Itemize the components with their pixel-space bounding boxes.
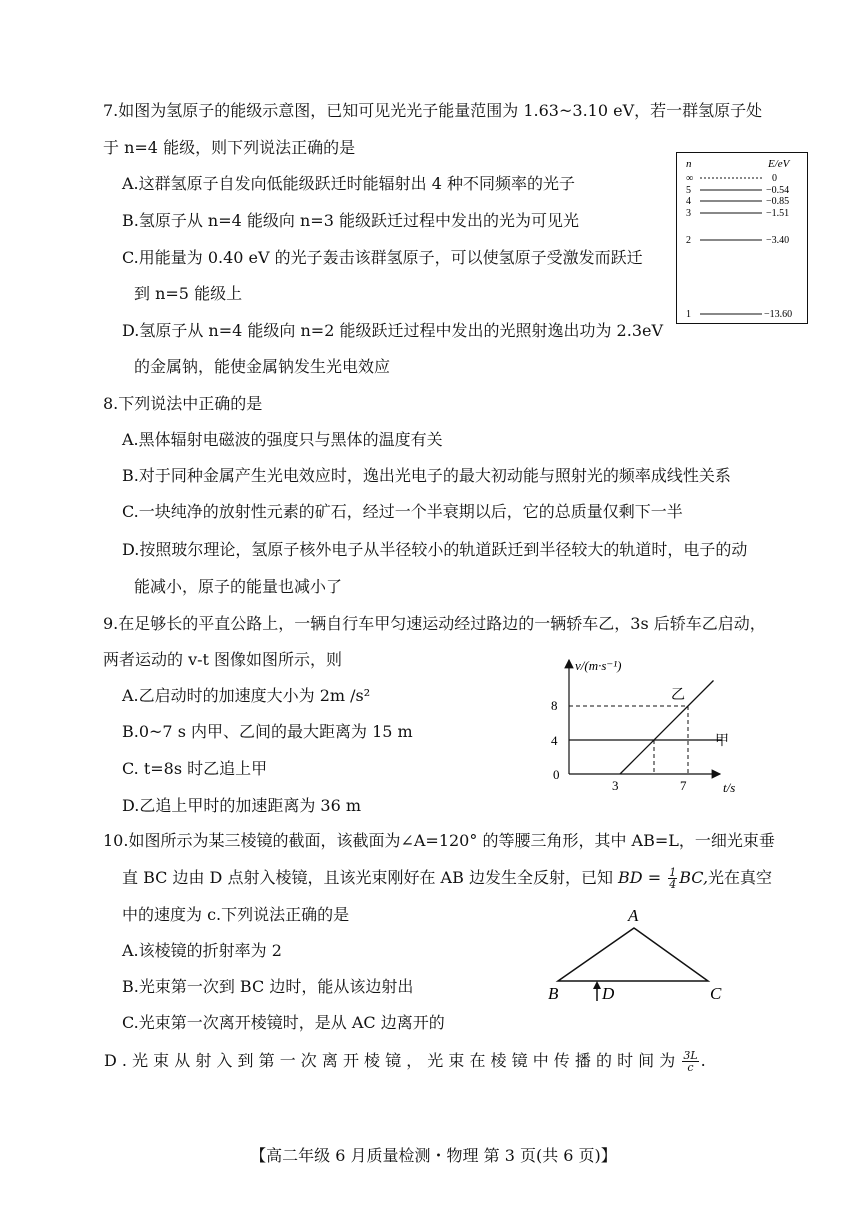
- ytick-4: 4: [551, 733, 558, 748]
- q7-stem-line1: 7.如图为氢原子的能级示意图，已知可见光光子能量范围为 1.63~3.10 eV，若一群氢原子处: [103, 101, 763, 120]
- q10-option-c: C.光束第一次离开棱镜时，是从 AC 边离开的: [122, 1013, 445, 1032]
- light-beam-arrow: [593, 981, 601, 989]
- q10-d-fraction: [682, 1050, 698, 1073]
- q8-option-b: B.对于同种金属产生光电效应时，逸出光电子的最大初动能与照射光的频率成线性关系: [122, 466, 731, 485]
- q10-option-b: B.光束第一次到 BC 边时，能从该边射出: [122, 977, 414, 996]
- q10-d-frac-den: c: [687, 1061, 694, 1074]
- q7-option-c-line1: C.用能量为 0.40 eV 的光子轰击该群氢原子，可以使氢原子受激发而跃迁: [122, 248, 643, 267]
- series-yi-line: [620, 681, 714, 775]
- level-inf-e: 0: [772, 173, 777, 184]
- q10-option-d-text: D . 光 束 从 射 入 到 第 一 次 离 开 棱 镜 ， 光 束 在 棱 镜 中 传 播 的 时 间 为: [104, 1051, 681, 1070]
- level-3: [686, 208, 789, 219]
- q7-option-d-line2: 的金属钠，能使金属钠发生光电效应: [134, 357, 391, 376]
- level-1-n: 1: [686, 309, 691, 320]
- level-2: [686, 235, 789, 246]
- level-2-e: −3.40: [766, 235, 790, 246]
- level-3-n: 3: [686, 208, 691, 219]
- level-4: [686, 196, 789, 207]
- q10-frac-den: 4: [669, 878, 677, 891]
- origin-label: 0: [553, 767, 560, 782]
- level-5-e: −0.54: [766, 185, 790, 196]
- xtick-3: 3: [612, 778, 619, 793]
- q9-stem-line1: 9.在足够长的平直公路上，一辆自行车甲匀速运动经过路边的一辆轿车乙，3s 后轿车乙启动，: [103, 614, 766, 633]
- level-3-e: −1.51: [766, 208, 790, 219]
- level-1: [686, 309, 792, 320]
- diagram-n-header: n: [686, 158, 692, 170]
- q10-fraction: [668, 867, 677, 890]
- q8-stem: 8.下列说法中正确的是: [103, 394, 263, 413]
- q10-d-end: .: [700, 1051, 706, 1070]
- vertex-c: C: [710, 984, 722, 1003]
- q10-d-frac-num: 3L: [683, 1049, 698, 1062]
- q10-frac-num: 1: [669, 866, 677, 879]
- page-footer: 【高二年级 6 月质量检测・物理 第 3 页(共 6 页)】: [250, 1146, 617, 1165]
- q10-stem-line3: 中的速度为 c.下列说法正确的是: [122, 905, 350, 924]
- q10-stem-line2: [122, 867, 772, 890]
- label-jia: 甲: [715, 734, 729, 749]
- q8-option-d-line1: D.按照玻尔理论，氢原子核外电子从半径较小的轨道跃迁到半径较大的轨道时，电子的动: [122, 540, 748, 559]
- q9-option-b: B.0~7 s 内甲、乙间的最大距离为 15 m: [122, 722, 413, 741]
- vt-graph: [525, 652, 755, 797]
- q10-stem-line2-b: 光在真空: [708, 868, 773, 887]
- prism-figure: [540, 903, 740, 1009]
- q7-stem-line2: 于 n=4 能级，则下列说法正确的是: [103, 138, 356, 157]
- vertex-b: B: [548, 984, 559, 1003]
- label-yi: 乙: [671, 688, 685, 703]
- level-4-e: −0.85: [766, 196, 790, 207]
- prism-triangle: [558, 928, 708, 981]
- q10-eq-left: BD =: [618, 868, 667, 887]
- q8-option-d-line2: 能减小，原子的能量也减小了: [134, 577, 343, 596]
- q7-option-c-line2: 到 n=5 能级上: [134, 284, 243, 303]
- q9-option-d: D.乙追上甲时的加速距离为 36 m: [122, 796, 362, 815]
- diagram-e-header: E/eV: [768, 158, 790, 170]
- energy-level-diagram: [676, 152, 808, 324]
- level-2-n: 2: [686, 235, 691, 246]
- level-5: [686, 185, 789, 196]
- level-inf: [686, 173, 777, 184]
- point-d: D: [602, 984, 615, 1003]
- ytick-8: 8: [551, 698, 558, 713]
- q10-stem-line2-a: 直 BC 边由 D 点射入棱镜，且该光束刚好在 AB 边发生全反射，已知: [122, 868, 619, 887]
- q7-option-b: B.氢原子从 n=4 能级向 n=3 能级跃迁过程中发出的光为可见光: [122, 211, 579, 230]
- q8-option-a: A.黑体辐射电磁波的强度只与黑体的温度有关: [122, 430, 443, 449]
- q7-option-d-line1: D.氢原子从 n=4 能级向 n=2 能级跃迁过程中发出的光照射逸出功为 2.3eV: [122, 321, 664, 340]
- level-1-e: −13.60: [764, 309, 793, 320]
- y-axis-label: v/(m·s⁻¹): [575, 658, 622, 673]
- level-5-n: 5: [686, 185, 691, 196]
- q9-option-a: A.乙启动时的加速度大小为 2m /s²: [122, 686, 371, 705]
- q10-stem-line1: 10.如图所示为某三棱镜的截面，该截面为∠A=120° 的等腰三角形，其中 AB=L，一细光束垂: [103, 831, 775, 850]
- vertex-a: A: [628, 906, 639, 925]
- q9-stem-line2: 两者运动的 v-t 图像如图所示，则: [103, 650, 343, 669]
- level-4-n: 4: [686, 196, 691, 207]
- q7-option-a: A.这群氢原子自发向低能级跃迁时能辐射出 4 种不同频率的光子: [122, 174, 575, 193]
- q8-option-c: C.一块纯净的放射性元素的矿石，经过一个半衰期以后，它的总质量仅剩下一半: [122, 502, 683, 521]
- q10-option-d: [104, 1050, 706, 1073]
- x-axis-label: t/s: [723, 780, 736, 795]
- q10-option-a: A.该棱镜的折射率为 2: [122, 941, 282, 960]
- level-inf-n: ∞: [686, 173, 694, 184]
- q9-option-c: C. t=8s 时乙追上甲: [122, 759, 268, 778]
- q10-eq-right: BC,: [679, 868, 709, 887]
- xtick-7: 7: [680, 778, 687, 793]
